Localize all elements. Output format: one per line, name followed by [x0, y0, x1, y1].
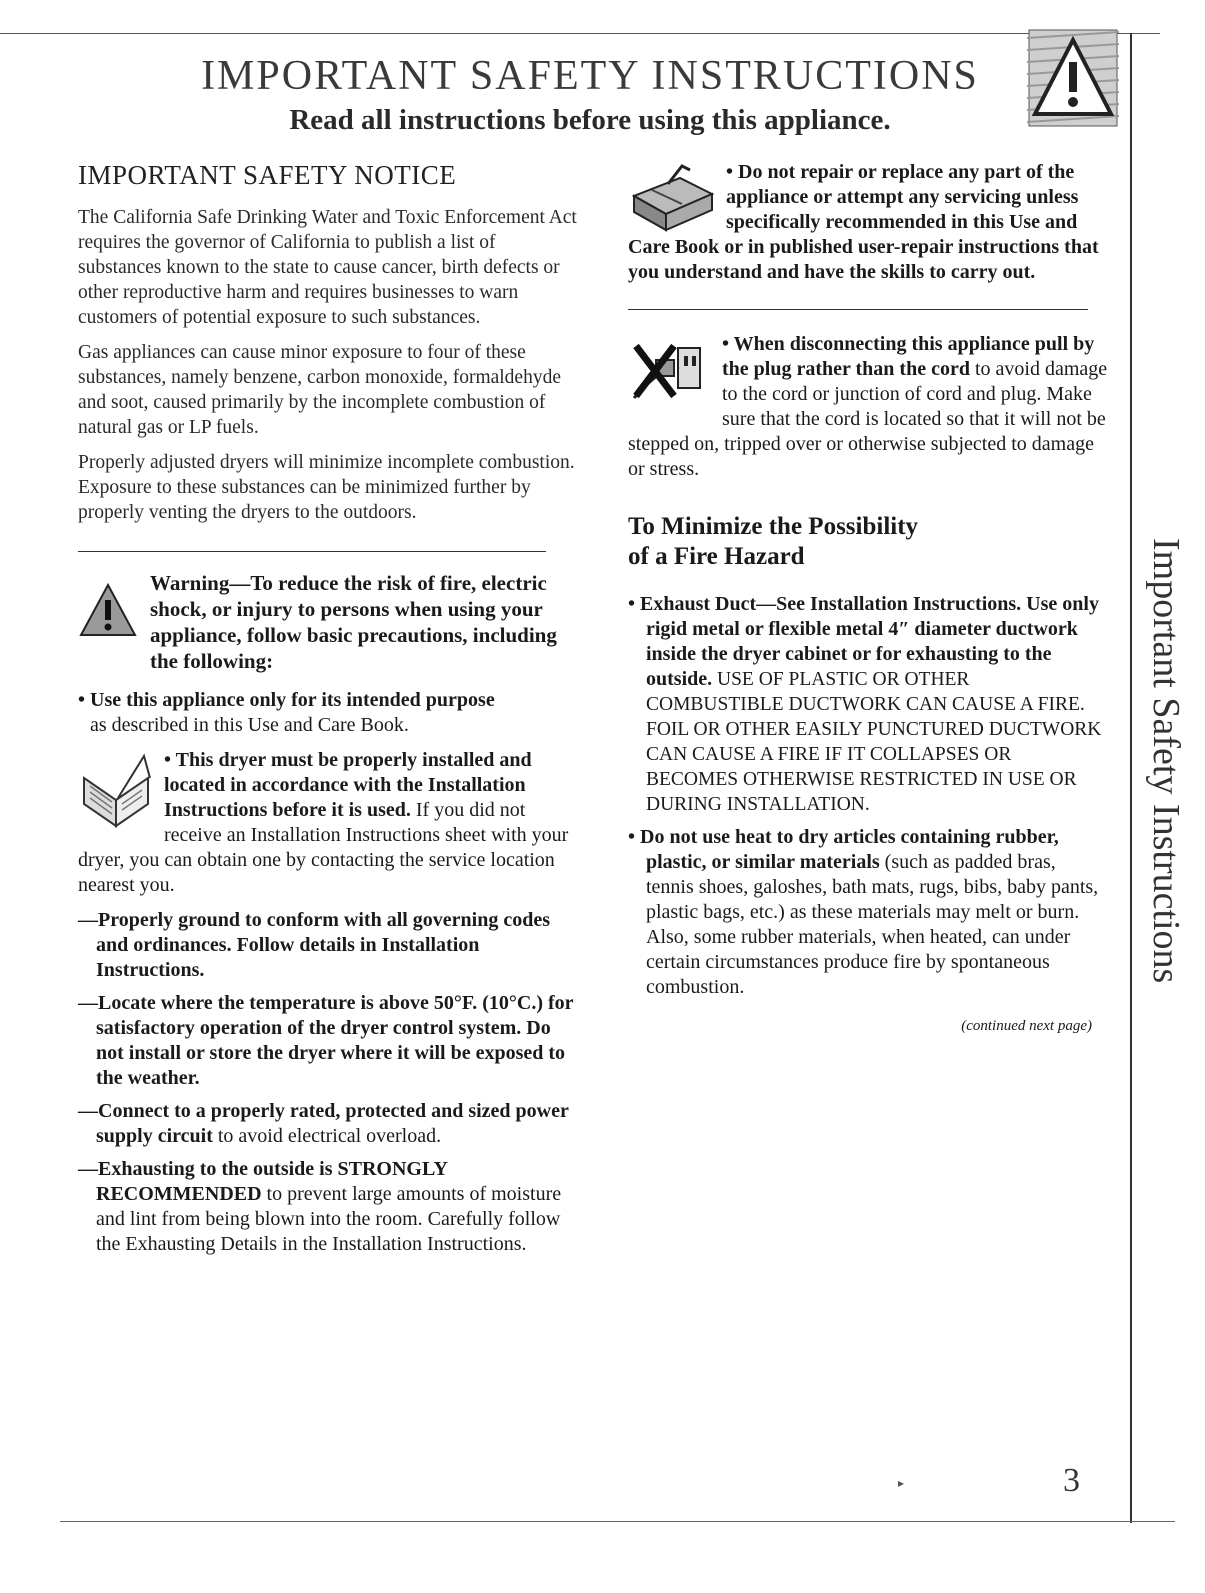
toolbox-icon [624, 160, 718, 232]
page-frame-bottom [60, 1521, 1175, 1522]
intended-purpose-bold: • Use this appliance only for its intended purpose [78, 689, 495, 711]
divider [628, 309, 1088, 310]
connect-rest: to avoid electrical overload. [212, 1125, 442, 1147]
warning-triangle-icon [1027, 28, 1119, 128]
continued-note: (continued next page) [961, 1018, 1092, 1034]
scan-speck: ▸ [898, 1476, 905, 1490]
warning-block [78, 570, 578, 674]
book-icon [78, 748, 156, 828]
unplug-icon [626, 338, 712, 406]
rubber-item [628, 825, 1108, 1000]
rubber-rest: (such as padded bras, tennis shoes, galoshes, bath mats, rugs, bibs, baby pants, plastic bags, etc.) as these materials may melt or burn. Also, some rubber materials, when heated, can under certain circumstances produce fire by spontaneous combustion. [646, 851, 1099, 998]
disconnect-rest: to avoid damage to the cord or junction of cord and plug. Make sure that the cord is located so that it will not be stepped on, tripped over or otherwise subjected to damage or stress. [628, 358, 1108, 480]
fire-heading-line-1: To Minimize the Possibility [628, 513, 919, 540]
notice-paragraph-2: Gas appliances can cause minor exposure to four of these substances, namely benzene, carbon monoxide, formaldehyde and soot, caused primarily by the incomplete combustion of natural gas or LP fuels. [78, 342, 561, 438]
right-column [628, 160, 1108, 1035]
installation-bold: • This dryer must be properly installed and located in accordance with the Installation Instructions before it is used. [164, 749, 532, 821]
side-tab-label: Important Safety Instructions [1145, 538, 1187, 984]
intended-purpose-rest: as described in this Use and Care Book. [90, 714, 409, 736]
ground-bold: —Properly ground to conform with all governing codes and ordinances. Follow details in Installation Instructions. [78, 909, 551, 981]
page-frame-top [0, 33, 1160, 34]
installation-rest: If you did not receive an Installation Instructions sheet with your dryer, you can obtain one by contacting the service location nearest you. [78, 799, 569, 896]
warning-triangle-icon [78, 582, 138, 638]
exhaust-duct-item [628, 592, 1108, 817]
exhaust-rest: to prevent large amounts of moisture and lint from being blown into the room. Carefully follow the Exhausting Details in the Installation Instructions. [96, 1183, 562, 1255]
page-subtitle: Read all instructions before using this appliance. [289, 104, 891, 136]
notice-paragraph-3: Properly adjusted dryers will minimize incomplete combustion. Exposure to these substances can be minimized further by properly venting the dryers to the outdoors. [78, 452, 575, 523]
page-title: IMPORTANT SAFETY INSTRUCTIONS [201, 53, 979, 99]
ground-item [78, 908, 578, 983]
fire-heading-line-2: of a Fire Hazard [628, 543, 805, 570]
repair-bold: • Do not repair or replace any part of the appliance or attempt any servicing unless specifically recommended in this Use and Care Book or in published user-repair instructions that you understand and have the skills to carry out. [628, 161, 1099, 283]
disconnect-item [628, 332, 1108, 482]
exhaust-item [78, 1157, 578, 1257]
intended-purpose-item [78, 688, 578, 738]
page-number: 3 [1063, 1462, 1080, 1499]
divider [78, 551, 546, 552]
connect-item [78, 1099, 578, 1149]
installation-item [78, 748, 578, 898]
exhaust-bold: —Exhausting to the outside is STRONGLY RECOMMENDED [78, 1158, 448, 1205]
left-column [78, 160, 578, 1265]
fire-hazard-heading [628, 512, 1108, 572]
repair-item [628, 160, 1108, 285]
notice-paragraph-1: The California Safe Drinking Water and Toxic Enforcement Act requires the governor of California to publish a list of substances known to the state to cause cancer, birth defects or other reproductive harm and requires businesses to warn customers of potential exposure to such substances. [78, 207, 577, 328]
notice-title: IMPORTANT SAFETY NOTICE [78, 160, 457, 190]
warning-text: Warning—To reduce the risk of fire, electric shock, or injury to persons when using your appliance, follow basic precautions, including the following: [150, 571, 557, 673]
exhaust-duct-rest: USE OF PLASTIC OR OTHER COMBUSTIBLE DUCTWORK CAN CAUSE A FIRE. FOIL OR OTHER EASILY PUNCTURED DUCTWORK CAN CAUSE A FIRE IF IT COLLAPSES OR BECOMES OTHERWISE RESTRICTED IN USE OR DURING INSTALLATION. [646, 669, 1102, 815]
connect-bold: —Connect to a properly rated, protected and sized power supply circuit [78, 1100, 569, 1147]
locate-item [78, 991, 578, 1091]
disconnect-bold: • When disconnecting this appliance pull by the plug rather than the cord [722, 333, 1095, 380]
exhaust-duct-bold: • Exhaust Duct—See Installation Instructions. Use only rigid metal or flexible metal 4″ diameter ductwork inside the dryer cabinet or for exhausting to the outside. [628, 593, 1099, 690]
locate-bold: —Locate where the temperature is above 50°F. (10°C.) for satisfactory operation of the dryer control system. Do not install or store the dryer where it will be exposed to the weather. [78, 992, 574, 1089]
rubber-bold: • Do not use heat to dry articles containing rubber, plastic, or similar materials [628, 826, 1059, 873]
page-frame-right [1130, 33, 1132, 1523]
